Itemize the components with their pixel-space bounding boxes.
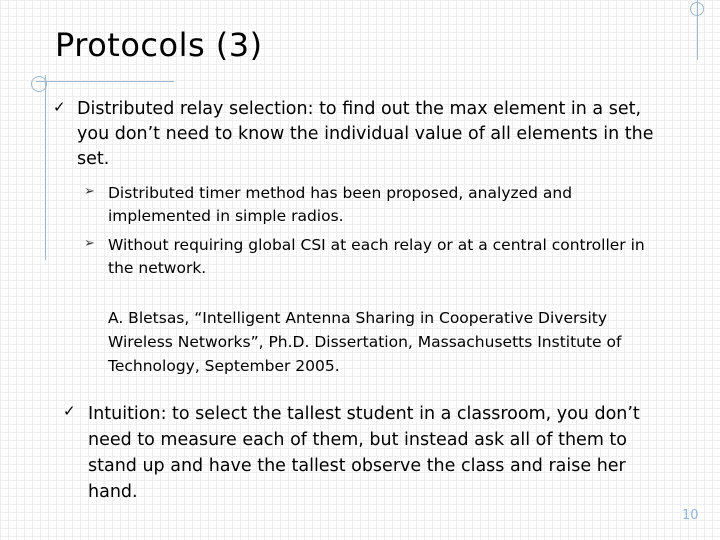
arrow-bullet-icon: ➢ <box>84 236 95 251</box>
arrow-bullet-icon: ➢ <box>84 184 95 199</box>
slide-title: Protocols (3) <box>55 26 263 64</box>
decorative-circle <box>31 76 47 92</box>
checkmark-icon: ✓ <box>63 402 76 420</box>
bullet-text: Intuition: to select the tallest student in a classroom, you don’t need to measure each of them, but instead ask all of them to stand up and have the tallest observe the class and raise her hand. <box>88 404 640 502</box>
decorative-circle-right <box>690 2 704 16</box>
decorative-rule-horizontal <box>36 81 174 82</box>
sub-bullet-text: Without requiring global CSI at each relay or at a central controller in the network. <box>108 236 645 277</box>
checkmark-icon: ✓ <box>53 98 66 116</box>
page-number: 10 <box>682 508 699 523</box>
sub-bullet-text: Distributed timer method has been proposed, analyzed and implemented in simple radios. <box>108 184 573 225</box>
bullet-text: Distributed relay selection: to find out the max element in a set, you don’t need to know the individual value of all elements in the set. <box>77 99 654 169</box>
reference-citation: A. Bletsas, “Intelligent Antenna Sharing in Cooperative Diversity Wireless Networks”, Ph.D. Dissertation, Massachusetts Institute of Technology, September 2005. <box>108 309 622 375</box>
decorative-rule-vertical <box>45 75 46 260</box>
